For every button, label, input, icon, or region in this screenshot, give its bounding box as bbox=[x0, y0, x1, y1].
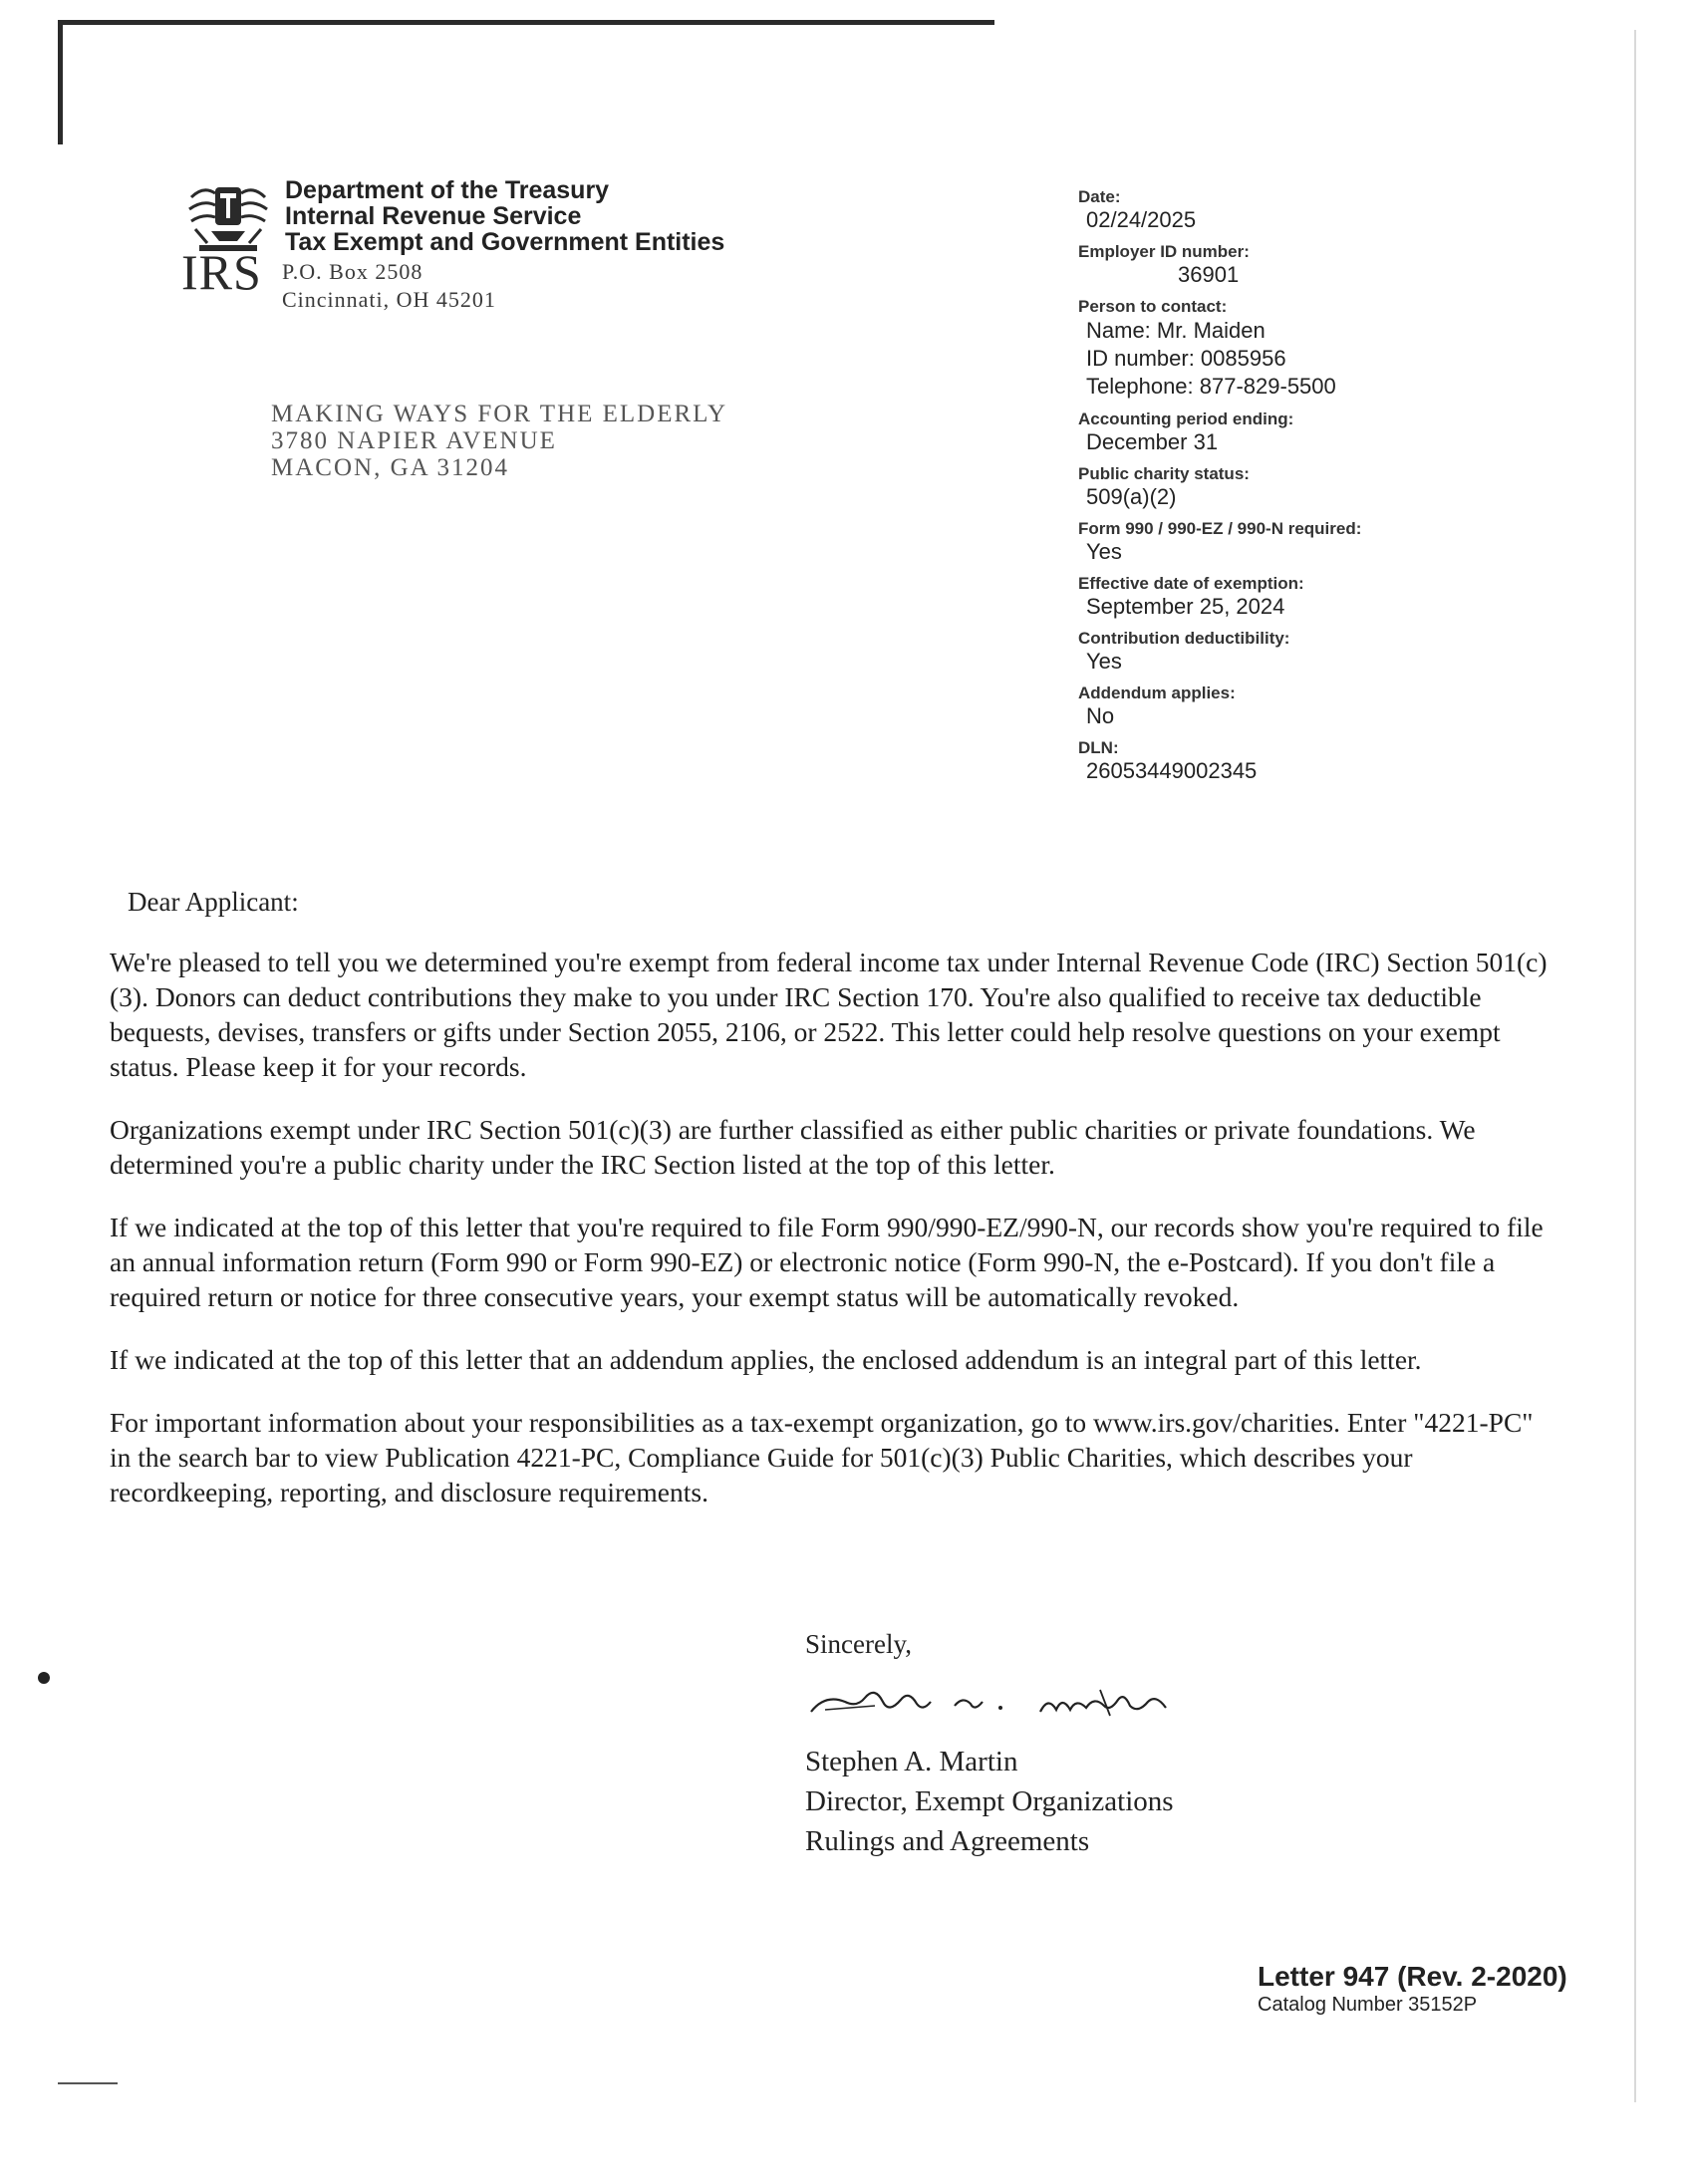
agency-city: Cincinnati, OH 45201 bbox=[282, 287, 496, 312]
effective-date-label: Effective date of exemption: bbox=[1078, 574, 1304, 593]
accounting-period-value: December 31 bbox=[1086, 429, 1219, 454]
scan-edge-right bbox=[1634, 30, 1636, 2102]
agency-address bbox=[282, 258, 496, 314]
salutation: Dear Applicant: bbox=[128, 887, 299, 917]
contact-label: Person to contact: bbox=[1078, 297, 1228, 316]
form-number: Letter 947 (Rev. 2-2020) bbox=[1258, 1961, 1567, 1992]
date-value: 02/24/2025 bbox=[1086, 207, 1197, 232]
recipient-city: MACON, GA 31204 bbox=[271, 454, 510, 481]
signer-unit: Rulings and Agreements bbox=[805, 1825, 1090, 1857]
form-required-label: Form 990 / 990-EZ / 990-N required: bbox=[1078, 519, 1362, 538]
catalog-number: Catalog Number 35152P bbox=[1258, 1994, 1478, 2016]
recipient-street: 3780 NAPIER AVENUE bbox=[271, 427, 557, 454]
closing: Sincerely, bbox=[805, 1629, 912, 1659]
paragraph-resources: For important information about your responsibilities as a tax-exempt organization, go to www.irs.gov/charities. Enter "4221-PC" in the search bar to view Publication 4221-PC, Compliance Guide for 501(c)(3) Public Charities, which describes your recordkeeping, reporting, and disclosure requirements. bbox=[110, 1407, 1534, 1507]
ein-value: 36901 bbox=[1178, 262, 1240, 287]
irs-wordmark: IRS bbox=[181, 244, 262, 300]
form-required-value: Yes bbox=[1086, 539, 1122, 564]
deductibility-value: Yes bbox=[1086, 649, 1122, 674]
signer-name: Stephen A. Martin bbox=[805, 1746, 1018, 1777]
paragraph-filing: If we indicated at the top of this letter that you're required to file Form 990/990-EZ/990-N, our records show you're required to file an annual information return (Form 990 or Form 990-EZ) or electronic notice (Form 990-N, the e-Postcard). If you don't file a required return or notice for three consecutive years, your exempt status will be automatically revoked. bbox=[110, 1212, 1544, 1312]
scan-edge-left bbox=[58, 20, 63, 144]
paragraph-exemption: We're pleased to tell you we determined you're exempt from federal income tax under Internal Revenue Code (IRC) Section 501(c)(3). Donors can deduct contributions they make to you under IRC Section 170. You're also qualified to receive tax deductible bequests, devises, transfers or gifts under Section 2055, 2106, or 2522. This letter could help resolve questions on your exempt status. Please keep it for your records. bbox=[110, 947, 1548, 1082]
effective-date-value: September 25, 2024 bbox=[1086, 594, 1285, 619]
agency-line-irs: Internal Revenue Service bbox=[285, 202, 582, 230]
contact-phone: Telephone: 877-829-5500 bbox=[1086, 374, 1336, 399]
ein-label: Employer ID number: bbox=[1078, 242, 1250, 261]
recipient-address bbox=[271, 401, 727, 481]
agency-name-block bbox=[285, 177, 724, 255]
letter-info-panel bbox=[1078, 185, 1361, 793]
addendum-value: No bbox=[1086, 703, 1115, 728]
public-charity-status-value: 509(a)(2) bbox=[1086, 484, 1177, 509]
dln-value: 26053449002345 bbox=[1086, 758, 1258, 783]
contact-details bbox=[1078, 317, 1361, 401]
contact-name: Name: Mr. Maiden bbox=[1086, 318, 1266, 343]
signatory-block bbox=[805, 1742, 1174, 1861]
public-charity-status-label: Public charity status: bbox=[1078, 464, 1250, 483]
dln-label: DLN: bbox=[1078, 738, 1119, 757]
scan-edge-top bbox=[58, 20, 994, 25]
scan-speck bbox=[38, 1672, 50, 1684]
agency-line-treasury: Department of the Treasury bbox=[285, 176, 610, 204]
contact-id: ID number: 0085956 bbox=[1086, 346, 1286, 371]
deductibility-label: Contribution deductibility: bbox=[1078, 629, 1290, 648]
agency-line-division: Tax Exempt and Government Entities bbox=[285, 228, 725, 256]
addendum-label: Addendum applies: bbox=[1078, 683, 1236, 702]
scan-edge-bottom bbox=[58, 2082, 118, 2084]
date-label: Date: bbox=[1078, 187, 1121, 206]
signer-title: Director, Exempt Organizations bbox=[805, 1785, 1174, 1817]
letter-body bbox=[110, 945, 1554, 1537]
paragraph-addendum: If we indicated at the top of this letter that an addendum applies, the enclosed addendum is an integral part of this letter. bbox=[110, 1344, 1422, 1375]
form-identifier bbox=[1258, 1961, 1567, 2017]
agency-po-box: P.O. Box 2508 bbox=[282, 259, 423, 284]
paragraph-classification: Organizations exempt under IRC Section 501(c)(3) are further classified as either public charities or private foundations. We determined you're a public charity under the IRC Section listed at the top of this letter. bbox=[110, 1114, 1476, 1180]
handwritten-signature bbox=[805, 1672, 1204, 1732]
accounting-period-label: Accounting period ending: bbox=[1078, 410, 1294, 428]
recipient-name: MAKING WAYS FOR THE ELDERLY bbox=[271, 401, 728, 427]
